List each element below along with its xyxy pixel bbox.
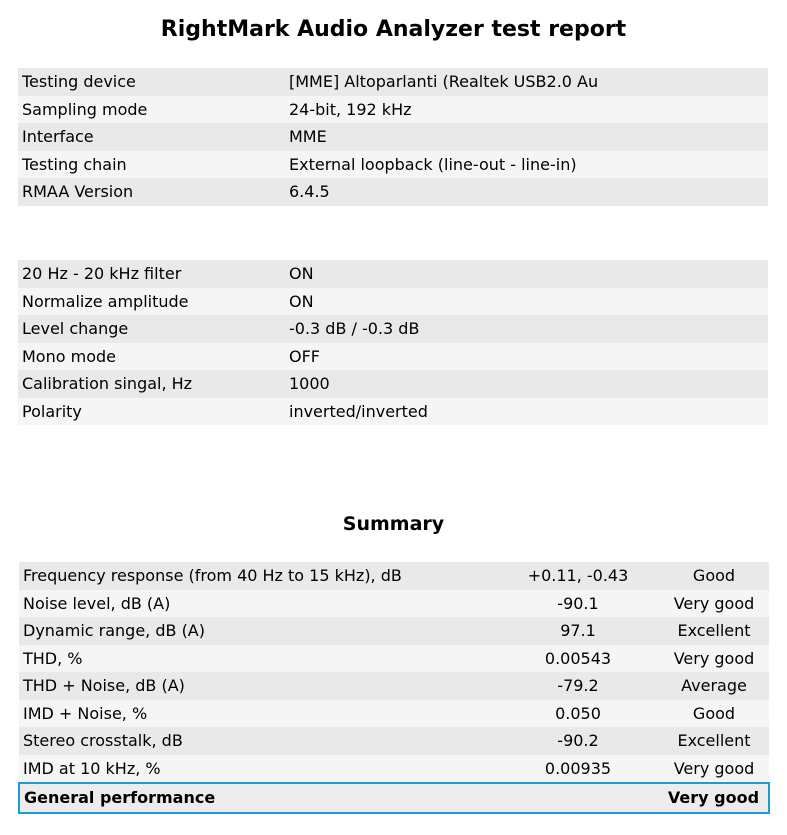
summary-heading: Summary xyxy=(342,513,445,535)
row-value: 24-bit, 192 kHz xyxy=(285,96,768,124)
summary-table xyxy=(18,562,770,814)
metric-value: +0.11, -0.43 xyxy=(497,562,659,590)
metric-label: Noise level, dB (A) xyxy=(19,590,497,618)
metric-rating: Very good xyxy=(659,645,769,673)
metric-label: Stereo crosstalk, dB xyxy=(19,727,497,755)
metric-label: THD + Noise, dB (A) xyxy=(19,672,497,700)
general-performance-rating: Very good xyxy=(659,783,769,813)
metric-value: 0.00935 xyxy=(497,755,659,784)
table-row xyxy=(18,178,768,206)
table-row xyxy=(18,260,768,288)
table-row xyxy=(18,123,768,151)
metric-value: 0.050 xyxy=(497,700,659,728)
table-row xyxy=(19,700,769,728)
row-label: RMAA Version xyxy=(18,178,285,206)
row-value: ON xyxy=(285,260,768,288)
row-value: External loopback (line-out - line-in) xyxy=(285,151,768,179)
table-row xyxy=(18,343,768,371)
row-value: MME xyxy=(285,123,768,151)
row-value: ON xyxy=(285,288,768,316)
table-row xyxy=(19,562,769,590)
table-row xyxy=(18,315,768,343)
table-row xyxy=(18,288,768,316)
row-label: 20 Hz - 20 kHz filter xyxy=(18,260,285,288)
table-row xyxy=(18,370,768,398)
metric-rating: Excellent xyxy=(659,617,769,645)
table-row xyxy=(19,727,769,755)
row-label: Polarity xyxy=(18,398,285,426)
metric-label: Frequency response (from 40 Hz to 15 kHz), dB xyxy=(19,562,497,590)
metric-value: -79.2 xyxy=(497,672,659,700)
metric-label: IMD at 10 kHz, % xyxy=(19,755,497,784)
settings-table xyxy=(18,260,768,425)
table-row xyxy=(19,645,769,673)
metric-value: 0.00543 xyxy=(497,645,659,673)
general-performance-spacer xyxy=(497,783,659,813)
row-value: [MME] Altoparlanti (Realtek USB2.0 Au xyxy=(285,68,768,96)
row-value: -0.3 dB / -0.3 dB xyxy=(285,315,768,343)
metric-rating: Very good xyxy=(659,590,769,618)
row-label: Mono mode xyxy=(18,343,285,371)
metric-value: -90.1 xyxy=(497,590,659,618)
metric-rating: Good xyxy=(659,700,769,728)
metric-value: 97.1 xyxy=(497,617,659,645)
row-label: Testing chain xyxy=(18,151,285,179)
row-label: Level change xyxy=(18,315,285,343)
table-row xyxy=(19,755,769,784)
metric-rating: Very good xyxy=(659,755,769,784)
table-row xyxy=(19,617,769,645)
metric-rating: Excellent xyxy=(659,727,769,755)
row-label: Calibration singal, Hz xyxy=(18,370,285,398)
row-value: 6.4.5 xyxy=(285,178,768,206)
general-performance-row xyxy=(19,783,769,813)
table-row xyxy=(18,68,768,96)
row-label: Interface xyxy=(18,123,285,151)
row-label: Normalize amplitude xyxy=(18,288,285,316)
report-title: RightMark Audio Analyzer test report xyxy=(160,17,627,42)
metric-rating: Average xyxy=(659,672,769,700)
table-row xyxy=(18,398,768,426)
row-value: inverted/inverted xyxy=(285,398,768,426)
table-row xyxy=(19,672,769,700)
table-row xyxy=(18,96,768,124)
row-value: OFF xyxy=(285,343,768,371)
row-value: 1000 xyxy=(285,370,768,398)
table-row xyxy=(19,590,769,618)
metric-rating: Good xyxy=(659,562,769,590)
row-label: Sampling mode xyxy=(18,96,285,124)
device-info-table xyxy=(18,68,768,206)
metric-label: THD, % xyxy=(19,645,497,673)
metric-label: Dynamic range, dB (A) xyxy=(19,617,497,645)
metric-value: -90.2 xyxy=(497,727,659,755)
row-label: Testing device xyxy=(18,68,285,96)
table-row xyxy=(18,151,768,179)
general-performance-label: General performance xyxy=(19,783,497,813)
metric-label: IMD + Noise, % xyxy=(19,700,497,728)
